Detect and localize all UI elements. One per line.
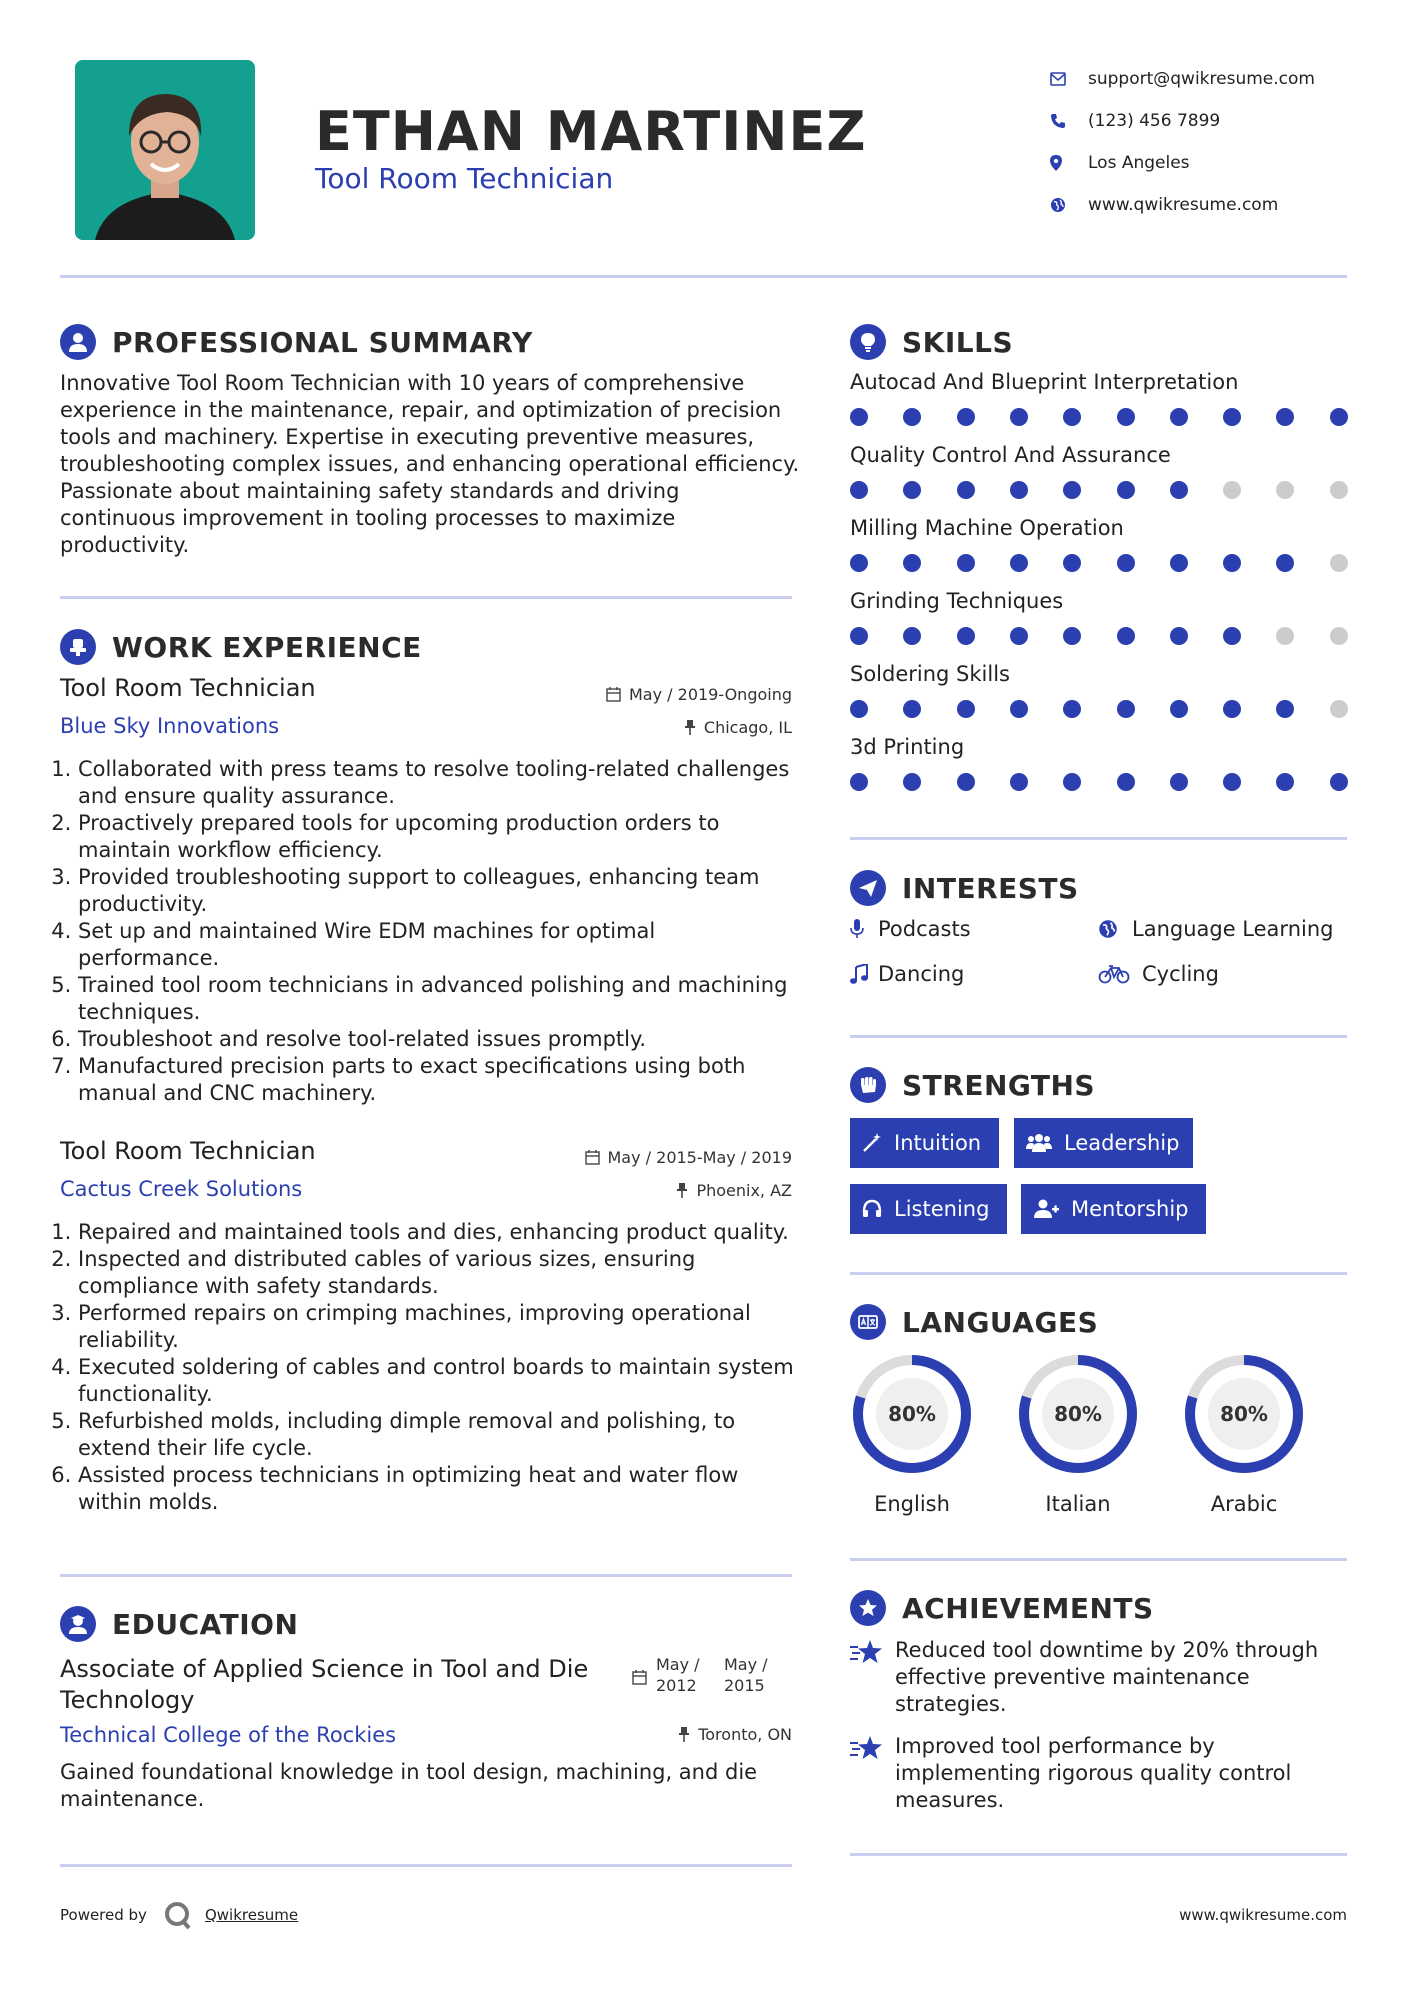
skill-name: 3d Printing: [850, 735, 965, 759]
skill-dot: [1276, 627, 1294, 645]
education-date-end: [724, 1654, 768, 1696]
footer-website-link[interactable]: www.qwikresume.com: [1179, 1906, 1347, 1924]
translate-icon: [850, 1304, 886, 1340]
strength-label: Leadership: [1064, 1131, 1180, 1155]
skill-dot: [1010, 773, 1028, 791]
job-1-company: Blue Sky Innovations: [60, 714, 280, 738]
language-name: Italian: [1045, 1492, 1111, 1516]
skill-dot: [1330, 627, 1348, 645]
skill-dot: [1010, 700, 1028, 718]
education-title: EDUCATION: [112, 1607, 299, 1641]
skill-dot: [1117, 554, 1135, 572]
skill-name: Soldering Skills: [850, 662, 1010, 686]
education-divider: [60, 1864, 792, 1867]
users-icon: [1026, 1133, 1052, 1153]
job-2-location-text: Phoenix, AZ: [696, 1181, 792, 1200]
graduate-icon: [60, 1606, 96, 1642]
microphone-icon: [850, 919, 878, 939]
education-date-start: [656, 1654, 700, 1696]
contact-email[interactable]: [1050, 58, 1315, 100]
interest-item: [1098, 962, 1219, 986]
skill-dot: [1330, 481, 1348, 499]
skill-name: Milling Machine Operation: [850, 516, 1124, 540]
profile-photo: [75, 60, 255, 240]
interest-label: Language Learning: [1132, 917, 1334, 941]
work-title: WORK EXPERIENCE: [112, 630, 422, 664]
skill-dot: [1170, 627, 1188, 645]
skill-dot: [1223, 627, 1241, 645]
globe-icon: [1050, 197, 1088, 213]
magic-wand-icon: [862, 1133, 882, 1153]
job-1-date-text: May / 2019-Ongoing: [629, 685, 792, 704]
skill-dot: [1170, 773, 1188, 791]
language-item: [1182, 1352, 1306, 1516]
skill-dot: [1276, 773, 1294, 791]
education-heading: [60, 1606, 298, 1642]
skill-dot: [850, 700, 868, 718]
job-2-location: [560, 1181, 792, 1200]
paper-plane-icon: [850, 870, 886, 906]
interests-title: INTERESTS: [902, 871, 1079, 905]
language-percent: 80%: [888, 1402, 936, 1426]
list-item: 4. Executed soldering of cables and control boards to maintain system functionality.: [78, 1354, 800, 1408]
pin-icon: [684, 720, 696, 735]
summary-title: PROFESSIONAL SUMMARY: [112, 325, 533, 359]
skill-dot: [1010, 554, 1028, 572]
strengths-title: STRENGTHS: [902, 1068, 1096, 1102]
contact-phone-text: (123) 456 7899: [1088, 111, 1221, 131]
school-name: Technical College of the Rockies: [60, 1723, 397, 1747]
pin-icon: [676, 1183, 688, 1198]
skill-dot: [1276, 481, 1294, 499]
interest-label: Dancing: [878, 962, 965, 986]
job-1-location: [560, 718, 792, 737]
skill-name: Grinding Techniques: [850, 589, 1064, 613]
skill-dot: [850, 627, 868, 645]
degree-line-1: Associate of Applied Science in Tool and Die: [60, 1655, 589, 1683]
language-donut: [1016, 1352, 1140, 1476]
list-item: 6. Troubleshoot and resolve tool-related issues promptly.: [78, 1026, 800, 1053]
job-1-date: [560, 685, 792, 704]
skill-dot: [850, 773, 868, 791]
strengths-heading: [850, 1067, 1095, 1103]
qwikresume-logo-icon: [163, 1900, 193, 1930]
bicycle-icon: [1098, 964, 1142, 984]
candidate-title: Tool Room Technician: [315, 162, 614, 195]
calendar-icon: [606, 687, 621, 702]
skill-dot: [1330, 773, 1348, 791]
contact-email-text: support@qwikresume.com: [1088, 69, 1315, 89]
skill-dot: [1063, 627, 1081, 645]
skill-name: Quality Control And Assurance: [850, 443, 1171, 467]
achievements-heading: [850, 1590, 1154, 1626]
skill-dot: [1330, 408, 1348, 426]
list-item: 1. Repaired and maintained tools and dies, enhancing product quality.: [78, 1219, 800, 1246]
strengths-divider: [850, 1272, 1347, 1275]
skill-dot: [1223, 408, 1241, 426]
user-plus-icon: [1033, 1199, 1059, 1219]
fist-icon: [850, 1067, 886, 1103]
skill-dot: [1063, 554, 1081, 572]
strength-badge: [850, 1184, 1007, 1234]
map-marker-icon: [1050, 155, 1088, 171]
language-name: Arabic: [1210, 1492, 1278, 1516]
education-description: Gained foundational knowledge in tool design, machining, and die maintenance.: [60, 1760, 758, 1811]
achievement-text: Reduced tool downtime by 20% through effective preventive maintenance strategies.: [895, 1638, 1319, 1716]
calendar-icon: [632, 1670, 647, 1689]
interest-label: Podcasts: [878, 917, 971, 941]
job-2-title: Tool Room Technician: [60, 1137, 316, 1165]
list-item: 5. Refurbished molds, including dimple removal and polishing, to extend their life cycle.: [78, 1408, 800, 1462]
education-end-year: 2015: [724, 1676, 765, 1695]
achievements-title: ACHIEVEMENTS: [902, 1591, 1154, 1625]
language-name: English: [874, 1492, 950, 1516]
skill-dot: [1063, 408, 1081, 426]
achievement-item: [850, 1637, 1330, 1718]
skill-dot: [1010, 481, 1028, 499]
skill-dot: [903, 481, 921, 499]
skills-heading: [850, 324, 1013, 360]
skill-dot: [1276, 408, 1294, 426]
interests-heading: [850, 870, 1079, 906]
education-start-month: May /: [656, 1655, 700, 1674]
contact-phone[interactable]: [1050, 100, 1315, 142]
skill-dot: [1010, 408, 1028, 426]
skill-dot: [1117, 773, 1135, 791]
contact-list: [1050, 58, 1315, 226]
language-donut: [850, 1352, 974, 1476]
list-item: 2. Inspected and distributed cables of various sizes, ensuring compliance with safety standards.: [78, 1246, 800, 1300]
skill-dot: [903, 554, 921, 572]
strength-label: Intuition: [894, 1131, 982, 1155]
list-item: 1. Collaborated with press teams to resolve tooling-related challenges and ensure quality assurance.: [78, 756, 800, 810]
interest-item: [850, 917, 971, 941]
skill-dot: [1330, 700, 1348, 718]
footer-powered-by: [60, 1900, 298, 1930]
job-2-bullets: [60, 1219, 800, 1516]
job-1-title: Tool Room Technician: [60, 674, 316, 702]
job-1-location-text: Chicago, IL: [703, 718, 792, 737]
skill-dot: [850, 554, 868, 572]
list-item: 6. Assisted process technicians in optimizing heat and water flow within molds.: [78, 1462, 800, 1516]
powered-by-text: Powered by: [60, 1906, 147, 1924]
interest-item: [850, 962, 964, 986]
skill-name: Autocad And Blueprint Interpretation: [850, 370, 1239, 394]
achievement-text: Improved tool performance by implementing rigorous quality control measures.: [895, 1734, 1292, 1812]
user-icon: [60, 324, 96, 360]
job-2-date: [540, 1148, 792, 1167]
skill-dot: [1117, 627, 1135, 645]
skill-dot: [1170, 481, 1188, 499]
skill-dot: [957, 700, 975, 718]
skill-dot: [903, 627, 921, 645]
contact-location: [1050, 142, 1315, 184]
star-badge-icon: [850, 1733, 895, 1814]
skill-dot: [1223, 481, 1241, 499]
skills-divider: [850, 837, 1347, 840]
list-item: 3. Performed repairs on crimping machines, improving operational reliability.: [78, 1300, 800, 1354]
education-end-month: May /: [724, 1655, 768, 1674]
skill-dot: [850, 481, 868, 499]
contact-website-text: www.qwikresume.com: [1088, 195, 1279, 215]
skill-dot: [903, 700, 921, 718]
job-2-company: Cactus Creek Solutions: [60, 1177, 303, 1201]
skill-dot: [903, 773, 921, 791]
skill-dot: [1170, 554, 1188, 572]
skill-dot: [1117, 700, 1135, 718]
skill-dot: [1063, 481, 1081, 499]
work-heading: [60, 629, 422, 665]
phone-icon: [1050, 113, 1088, 129]
skill-dot: [1117, 408, 1135, 426]
skill-dot: [850, 408, 868, 426]
headphones-icon: [862, 1199, 882, 1219]
degree-title: [60, 1654, 588, 1716]
job-2-date-text: May / 2015-May / 2019: [607, 1148, 792, 1167]
strength-badge: [850, 1118, 999, 1168]
skill-dot: [1063, 773, 1081, 791]
envelope-icon: [1050, 72, 1088, 86]
strength-badge: [1021, 1184, 1206, 1234]
skill-dot: [957, 773, 975, 791]
skill-dot: [1330, 554, 1348, 572]
star-badge-icon: [850, 1590, 886, 1626]
globe-icon: [1098, 919, 1132, 939]
skill-dot: [957, 554, 975, 572]
skill-dot: [1010, 627, 1028, 645]
education-location: [560, 1725, 792, 1744]
skill-dot: [1223, 554, 1241, 572]
languages-heading: [850, 1304, 1098, 1340]
strength-label: Mentorship: [1071, 1197, 1189, 1221]
calendar-icon: [585, 1150, 600, 1165]
header-divider: [60, 275, 1347, 278]
skill-dot: [1170, 700, 1188, 718]
skill-dot: [957, 481, 975, 499]
language-percent: 80%: [1220, 1402, 1268, 1426]
skill-dot: [903, 408, 921, 426]
language-item: [1016, 1352, 1140, 1516]
skill-dot: [957, 408, 975, 426]
strength-badge: [1014, 1118, 1193, 1168]
achievement-item: [850, 1733, 1330, 1814]
briefcase-icon: [60, 629, 96, 665]
languages-divider: [850, 1558, 1347, 1561]
list-item: 7. Manufactured precision parts to exact specifications using both manual and CNC machinery.: [78, 1053, 800, 1107]
language-percent: 80%: [1054, 1402, 1102, 1426]
skill-dot: [1276, 554, 1294, 572]
skill-dot: [1170, 408, 1188, 426]
languages-title: LANGUAGES: [902, 1305, 1099, 1339]
footer-brand-link[interactable]: Qwikresume: [204, 1906, 299, 1924]
interest-item: [1098, 917, 1333, 941]
star-badge-icon: [850, 1637, 895, 1718]
pin-icon: [678, 1727, 690, 1742]
skill-dot: [1063, 700, 1081, 718]
skill-dot: [1223, 700, 1241, 718]
job-1-bullets: [60, 756, 800, 1107]
music-note-icon: [850, 964, 878, 984]
skill-dot: [1276, 700, 1294, 718]
skill-dot: [1117, 481, 1135, 499]
candidate-name: ETHAN MARTINEZ: [315, 100, 867, 163]
lightbulb-icon: [850, 324, 886, 360]
strength-label: Listening: [894, 1197, 990, 1221]
interests-divider: [850, 1035, 1347, 1038]
language-item: [850, 1352, 974, 1516]
list-item: 4. Set up and maintained Wire EDM machines for optimal performance.: [78, 918, 800, 972]
skill-dot: [1223, 773, 1241, 791]
summary-divider: [60, 596, 792, 599]
skills-title: SKILLS: [902, 325, 1014, 359]
summary-text: Innovative Tool Room Technician with 10 years of comprehensive experience in the maintenance, repair, and optimization of precision tools and machinery. Expertise in executing preventive measures, troubleshooting complex issues, and enhancing operational efficiency. Passionate about maintaining safety standards and driving continuous improvement in tooling processes to maximize productivity.: [60, 371, 800, 557]
skill-dot: [957, 627, 975, 645]
language-donut: [1182, 1352, 1306, 1476]
education-location-text: Toronto, ON: [698, 1725, 792, 1744]
achievements-divider: [850, 1853, 1347, 1856]
list-item: 3. Provided troubleshooting support to colleagues, enhancing team productivity.: [78, 864, 800, 918]
work-divider: [60, 1574, 792, 1577]
contact-website[interactable]: [1050, 184, 1315, 226]
interest-label: Cycling: [1142, 962, 1219, 986]
list-item: 5. Trained tool room technicians in advanced polishing and machining techniques.: [78, 972, 800, 1026]
degree-line-2: Technology: [60, 1686, 195, 1714]
summary-heading: [60, 324, 533, 360]
education-start-year: 2012: [656, 1676, 697, 1695]
list-item: 2. Proactively prepared tools for upcoming production orders to maintain workflow efficiency.: [78, 810, 800, 864]
contact-location-text: Los Angeles: [1088, 153, 1190, 173]
